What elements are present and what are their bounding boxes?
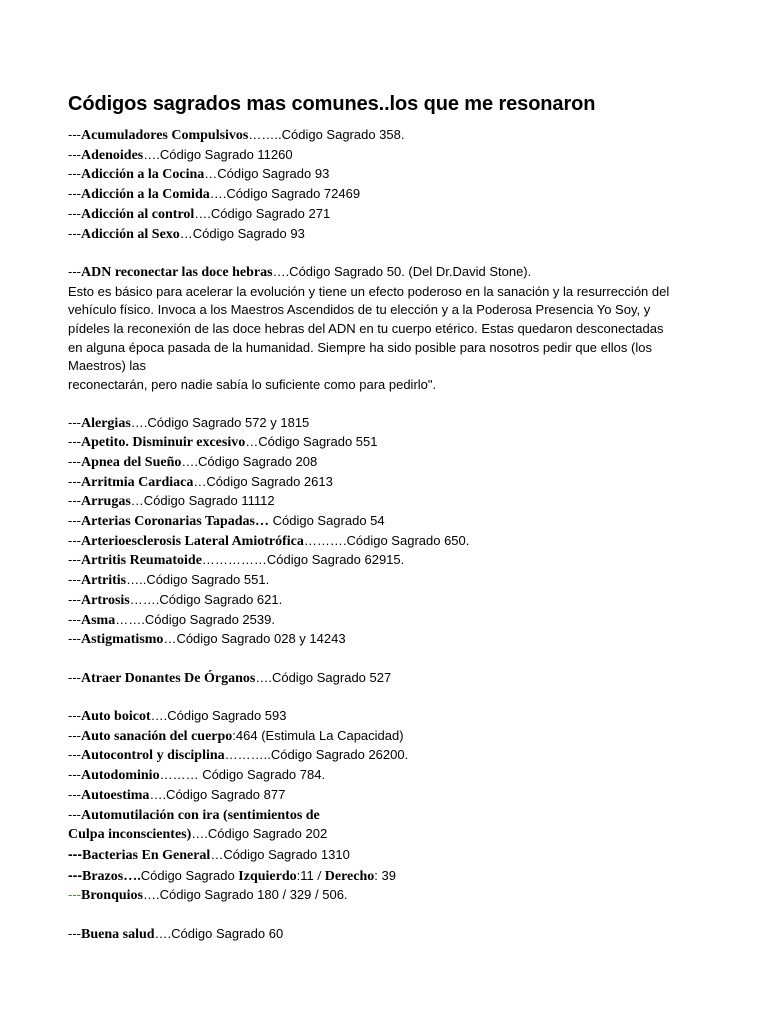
item-code: ……..Código Sagrado 358.	[248, 127, 405, 142]
list-item	[68, 925, 708, 945]
item-code: …Código Sagrado 1310	[210, 846, 350, 862]
item-term: Buena salud	[81, 926, 155, 942]
list-item	[68, 746, 708, 766]
paragraph-line: Maestros) las	[68, 358, 147, 374]
right-code: : 39	[374, 867, 396, 883]
left-code: :11	[296, 867, 318, 883]
list-item	[68, 806, 708, 826]
item-term: Alergias	[81, 415, 131, 431]
left-label: Izquierdo	[238, 868, 297, 884]
list-item	[68, 473, 708, 493]
item-term: ADN reconectar las doce hebras	[81, 264, 273, 280]
item-term: Automutilación con ira (sentimientos de	[81, 807, 320, 823]
item-term: Auto boicot	[81, 709, 151, 725]
list-item	[68, 786, 708, 806]
item-code: …Código Sagrado 93	[179, 225, 305, 241]
item-code: ….Código Sagrado 877	[149, 786, 286, 802]
dash-prefix: ---	[68, 127, 81, 142]
page-title: Códigos sagrados mas comunes..los que me resonaron	[68, 93, 596, 115]
item-term: Arterias Coronarias Tapadas…	[81, 514, 269, 530]
list-item	[68, 205, 708, 225]
list-item	[68, 532, 708, 552]
dash-prefix: ---	[68, 532, 81, 548]
dash-prefix: ---	[68, 186, 81, 202]
list-group	[68, 707, 708, 906]
item-term: Atraer Donantes De Órganos	[81, 670, 256, 686]
item-term: Autodominio	[81, 768, 160, 784]
list-item	[68, 453, 708, 473]
dash-prefix: ---	[68, 669, 81, 685]
dash-prefix: ---	[68, 572, 81, 588]
dash-prefix: ---	[68, 513, 81, 529]
item-code: :464 (Estimula La Capacidad)	[232, 727, 404, 743]
item-code: ……… Código Sagrado 784.	[159, 767, 326, 783]
item-code: …..Código Sagrado 551.	[126, 572, 270, 588]
item-code: ….Código Sagrado 527	[255, 669, 392, 685]
list-item	[68, 126, 708, 146]
dash-prefix: ---	[68, 225, 81, 241]
item-code: ……………Código Sagrado 62915.	[201, 552, 405, 568]
list-item	[68, 263, 708, 283]
paragraph-line: reconectarán, pero nadie sabía lo suficiente como para pedirlo".	[68, 377, 437, 393]
right-label: Derecho	[321, 868, 375, 884]
item-term: Adicción a la Comida	[81, 187, 210, 203]
item-code: …Código Sagrado 11112	[130, 493, 275, 509]
list-item-continuation	[68, 825, 708, 845]
dash-prefix: ---	[68, 631, 81, 647]
paragraph-line: Esto es básico para acelerar la evolución y tiene un efecto poderoso en la sanación y la resurrección del	[68, 283, 670, 299]
item-term: Adenoides	[81, 147, 144, 163]
item-code: Código Sagrado	[140, 867, 239, 883]
item-code: ….Código Sagrado 593	[150, 708, 287, 724]
dash-prefix: ---	[68, 414, 81, 430]
item-term: Artritis	[81, 573, 127, 589]
spacer	[68, 906, 708, 925]
item-code: ….Código Sagrado 208	[181, 453, 318, 469]
list-item	[68, 492, 708, 512]
dash-prefix: ---	[68, 767, 81, 783]
list-item	[68, 146, 708, 166]
item-term: Bronquios	[81, 888, 143, 904]
item-code: ….Código Sagrado 180 / 329 / 506.	[143, 887, 348, 903]
item-code: …….Código Sagrado 2539.	[115, 611, 275, 627]
item-code: ….Código Sagrado 271	[194, 205, 331, 221]
spacer	[68, 395, 708, 414]
item-term: Bacterias En General	[82, 847, 211, 863]
item-code: Código Sagrado 54	[268, 513, 385, 529]
dash-prefix: ---	[68, 611, 81, 627]
dash-prefix: ---	[68, 747, 81, 763]
slash: /	[317, 868, 322, 884]
dash-prefix: ---	[68, 866, 82, 883]
item-code: …Código Sagrado 93	[204, 166, 330, 182]
list-item	[68, 414, 708, 434]
item-term: Astigmatismo	[81, 632, 164, 648]
item-code: ….Código Sagrado 72469	[209, 186, 361, 202]
item-term: Apetito. Disminuir excesivo	[81, 435, 246, 451]
spacer	[68, 688, 708, 707]
list-group	[68, 414, 708, 650]
list-group	[68, 126, 708, 244]
list-item	[68, 845, 708, 866]
list-item	[68, 225, 708, 245]
item-term: Arritmia Cardiaca	[81, 474, 194, 490]
item-code: ….Código Sagrado 572 y 1815	[130, 414, 310, 430]
item-term: Arterioesclerosis Lateral Amiotrófica	[81, 533, 304, 549]
item-term: Apnea del Sueño	[81, 454, 182, 470]
dash-prefix: ---	[68, 887, 81, 903]
dash-prefix: ---	[68, 552, 81, 568]
list-group	[68, 925, 708, 945]
list-item	[68, 707, 708, 727]
dna-section	[68, 263, 708, 395]
item-term: Adicción al control	[81, 206, 195, 222]
dash-prefix: ---	[68, 806, 81, 822]
item-term: Autoestima	[81, 787, 150, 803]
dash-prefix: ---	[68, 925, 81, 941]
item-code: ….Código Sagrado 60	[154, 925, 284, 941]
item-term: Artritis Reumatoide	[81, 553, 202, 569]
list-item	[68, 886, 708, 906]
item-term: Brazos….	[82, 868, 141, 884]
dash-prefix: ---	[68, 146, 81, 162]
list-item	[68, 512, 708, 532]
item-term: Artrosis	[81, 592, 130, 608]
spacer	[68, 650, 708, 669]
dash-prefix: ---	[68, 727, 81, 743]
item-term: Culpa inconscientes)	[68, 827, 192, 843]
dash-prefix: ---	[68, 473, 81, 489]
item-term: Acumuladores Compulsivos	[81, 128, 249, 143]
list-item	[68, 866, 708, 887]
dash-prefix: ---	[68, 434, 81, 450]
list-item	[68, 433, 708, 453]
item-code: ……….Código Sagrado 650.	[303, 532, 470, 548]
item-code: ….Código Sagrado 202	[191, 826, 328, 842]
item-code: ….Código Sagrado 50. (Del Dr.David Stone).	[272, 263, 532, 279]
item-term: Adicción a la Cocina	[81, 167, 205, 183]
item-code: ….Código Sagrado 11260	[143, 146, 293, 162]
list-item	[68, 165, 708, 185]
dash-prefix: ---	[68, 453, 81, 469]
dash-prefix: ---	[68, 263, 81, 279]
dash-prefix: ---	[68, 708, 81, 724]
list-item	[68, 591, 708, 611]
list-item	[68, 727, 708, 747]
list-item	[68, 630, 708, 650]
list-group	[68, 669, 708, 689]
item-code: …Código Sagrado 2613	[193, 473, 333, 489]
dash-prefix: ---	[68, 205, 81, 221]
list-item	[68, 611, 708, 631]
paragraph-line: vehículo físico. Invoca a los Maestros Ascendidos de tu elección y a la Poderosa Presencia Yo Soy, y	[68, 302, 651, 318]
paragraph-line: pídeles la reconexión de las doce hebras del ADN en tu cuerpo etérico. Estas quedaron desconectadas	[68, 321, 664, 337]
list-item	[68, 766, 708, 786]
dash-prefix: ---	[68, 845, 82, 862]
item-code: …Código Sagrado 551	[245, 434, 378, 450]
paragraph-line: en alguna época pasada de la humanidad. Siempre ha sido posible para nosotros pedir que ellos (los	[68, 339, 652, 355]
item-code: …Código Sagrado 028 y 14243	[163, 631, 346, 647]
item-code: ………..Código Sagrado 26200.	[224, 747, 409, 763]
document-page	[68, 92, 708, 944]
dash-prefix: ---	[68, 591, 81, 607]
spacer	[68, 244, 708, 263]
item-term: Adicción al Sexo	[81, 226, 180, 242]
list-item	[68, 185, 708, 205]
list-item	[68, 669, 708, 689]
item-term: Asma	[81, 612, 116, 628]
item-term: Arrugas	[81, 494, 131, 510]
dash-prefix: ---	[68, 166, 81, 182]
list-item	[68, 551, 708, 571]
list-item	[68, 571, 708, 591]
dash-prefix: ---	[68, 786, 81, 802]
item-term: Auto sanación del cuerpo	[81, 728, 233, 744]
item-term: Autocontrol y disciplina	[81, 748, 225, 764]
dash-prefix: ---	[68, 493, 81, 509]
item-code: …….Código Sagrado 621.	[129, 591, 283, 607]
